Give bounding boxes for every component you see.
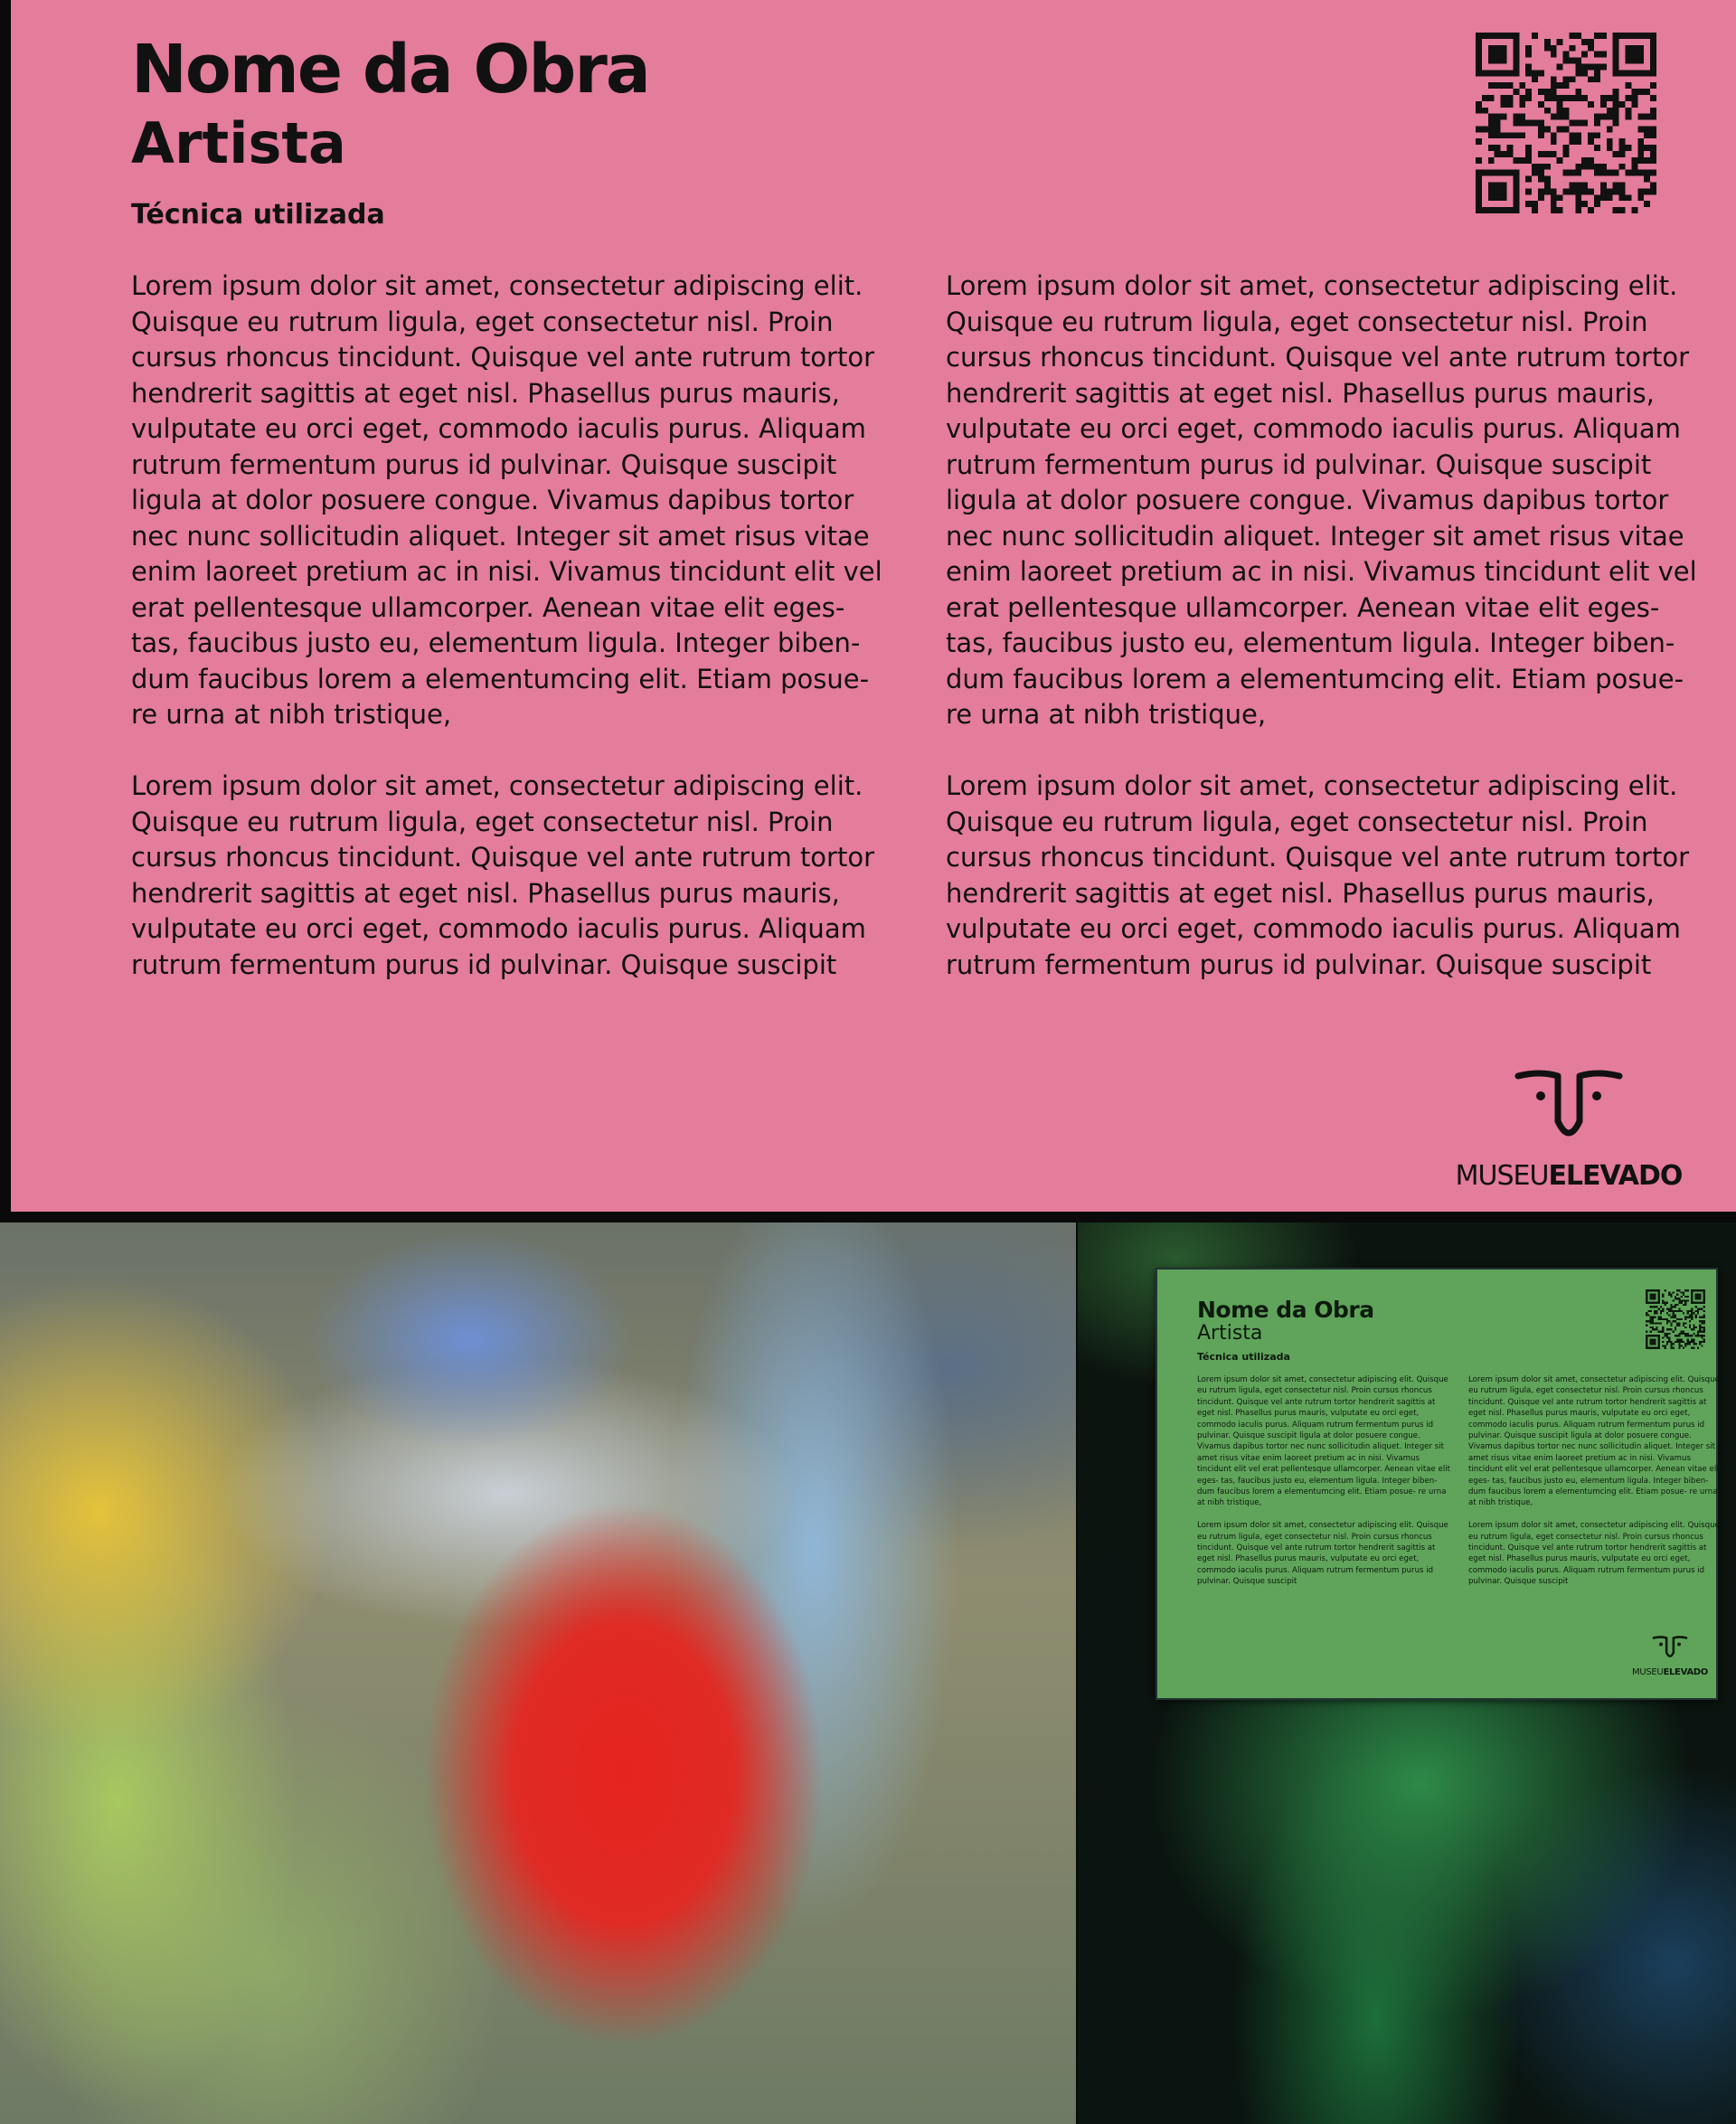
museum-logo-text: MUSEUELEVADO: [1455, 1160, 1683, 1192]
mockup-wall-photo: [1078, 1222, 1736, 2124]
description-paragraph: Lorem ipsum dolor sit amet, consectetur adipiscing elit. Quisque eu rutrum ligula, eget consectetur nisl. Proin cursus rhoncus tincidunt. Quisque vel ante rutrum tortor hendrerit sagittis at eget nisl. Phasellus purus mauris, vulputate eu orci eget, commodo iaculis purus. Aliquam rutrum fermentum purus id pulvinar. Quisque suscipit ligula at dolor posuere congue. Vivamus dapibus tortor nec nunc sollicitudin aliquet. Integer sit amet risus vitae enim laoreet pretium ac in nisi. Vivamus tincidunt elit vel erat pellentesque ullamcorper. Aenean vitae elit eges- tas, faucibus justo eu, elementum ligula. Integer biben- dum faucibus lorem a elementumcing elit. Etiam posue- re urna at nibh tristique,: [131, 270, 882, 730]
mockup-paragraph: Lorem ipsum dolor sit amet, consectetur adipiscing elit. Quisque eu rutrum ligula, eget consectetur nisl. Proin cursus rhoncus tincidunt. Quisque vel ante rutrum tortor hendrerit sagittis at eget nisl. Phasellus purus mauris, vulputate eu orci eget, commodo iaculis purus. Aliquam rutrum fermentum purus id pulvinar. Quisque suscipit ligula at dolor posuere congue. Vivamus dapibus tortor nec nunc sollicitudin aliquet. Integer sit amet risus vitae enim laoreet pretium ac in nisi. Vivamus tincidunt elit vel erat pellentesque ullamcorper. Aenean vitae elit eges- tas, faucibus justo eu, elementum ligula. Integer biben- dum faucibus lorem a elementumcing elit. Etiam posue- re urna at nibh tristique,: [1197, 1375, 1450, 1508]
mockup-label-panel: [1156, 1268, 1722, 1700]
museum-logo: [1447, 1067, 1691, 1194]
mockup-technique-label: Técnica utilizada: [1197, 1351, 1290, 1363]
description-column-left: [131, 269, 895, 1019]
mockup-description-left: [1197, 1374, 1452, 1599]
qr-code-icon[interactable]: [1476, 33, 1656, 213]
technique-label: Técnica utilizada: [131, 199, 385, 231]
qr-code-icon: [1646, 1289, 1705, 1349]
museum-label-panel: [11, 0, 1736, 1212]
description-paragraph: Lorem ipsum dolor sit amet, consectetur adipiscing elit. Quisque eu rutrum ligula, eget consectetur nisl. Proin cursus rhoncus tincidunt. Quisque vel ante rutrum tortor hendrerit sagittis at eget nisl. Phasellus purus mauris, vulputate eu orci eget, commodo iaculis purus. Aliquam rutrum fermentum purus id pulvinar. Quisque suscipit: [131, 770, 875, 980]
museu-elevado-logo-icon: [1513, 1067, 1625, 1150]
description-paragraph: Lorem ipsum dolor sit amet, consectetur adipiscing elit. Quisque eu rutrum ligula, eget consectetur nisl. Proin cursus rhoncus tincidunt. Quisque vel ante rutrum tortor hendrerit sagittis at eget nisl. Phasellus purus mauris, vulputate eu orci eget, commodo iaculis purus. Aliquam rutrum fermentum purus id pulvinar. Quisque suscipit: [946, 770, 1690, 980]
mockup-paragraph: Lorem ipsum dolor sit amet, consectetur adipiscing elit. Quisque eu rutrum ligula, eget consectetur nisl. Proin cursus rhoncus tincidunt. Quisque vel ante rutrum tortor hendrerit sagittis at eget nisl. Phasellus purus mauris, vulputate eu orci eget, commodo iaculis purus. Aliquam rutrum fermentum purus id pulvinar. Quisque suscipit ligula at dolor posuere congue. Vivamus dapibus tortor nec nunc sollicitudin aliquet. Integer sit amet risus vitae enim laoreet pretium ac in nisi. Vivamus tincidunt elit vel erat pellentesque ullamcorper. Aenean vitae elit eges- tas, faucibus justo eu, elementum ligula. Integer biben- dum faucibus lorem a elementumcing elit. Etiam posue- re urna at nibh tristique,: [1468, 1375, 1722, 1508]
mockup-artist-name: Artista: [1197, 1322, 1263, 1345]
mockup-paragraph: Lorem ipsum dolor sit amet, consectetur adipiscing elit. Quisque eu rutrum ligula, eget consectetur nisl. Proin cursus rhoncus tincidunt. Quisque vel ante rutrum tortor hendrerit sagittis at eget nisl. Phasellus purus mauris, vulputate eu orci eget, commodo iaculis purus. Aliquam rutrum fermentum purus id pulvinar. Quisque suscipit: [1197, 1521, 1448, 1587]
mockup-museum-logo: MUSEUELEVADO: [1628, 1635, 1712, 1680]
blurred-gallery-photo: [0, 1222, 1076, 2124]
description-column-right: [946, 269, 1710, 1019]
mockup-description-right: [1468, 1374, 1723, 1599]
artist-name: Artista: [131, 110, 346, 176]
mockup-artwork-title: Nome da Obra: [1197, 1297, 1374, 1323]
artwork-title: Nome da Obra: [131, 31, 649, 109]
description-paragraph: Lorem ipsum dolor sit amet, consectetur adipiscing elit. Quisque eu rutrum ligula, eget consectetur nisl. Proin cursus rhoncus tincidunt. Quisque vel ante rutrum tortor hendrerit sagittis at eget nisl. Phasellus purus mauris, vulputate eu orci eget, commodo iaculis purus. Aliquam rutrum fermentum purus id pulvinar. Quisque suscipit ligula at dolor posuere congue. Vivamus dapibus tortor nec nunc sollicitudin aliquet. Integer sit amet risus vitae enim laoreet pretium ac in nisi. Vivamus tincidunt elit vel erat pellentesque ullamcorper. Aenean vitae elit eges- tas, faucibus justo eu, elementum ligula. Integer biben- dum faucibus lorem a elementumcing elit. Etiam posue- re urna at nibh tristique,: [946, 270, 1697, 730]
museu-elevado-logo-icon: [1652, 1635, 1688, 1662]
mockup-paragraph: Lorem ipsum dolor sit amet, consectetur adipiscing elit. Quisque eu rutrum ligula, eget consectetur nisl. Proin cursus rhoncus tincidunt. Quisque vel ante rutrum tortor hendrerit sagittis at eget nisl. Phasellus purus mauris, vulputate eu orci eget, commodo iaculis purus. Aliquam rutrum fermentum purus id pulvinar. Quisque suscipit: [1468, 1521, 1720, 1587]
